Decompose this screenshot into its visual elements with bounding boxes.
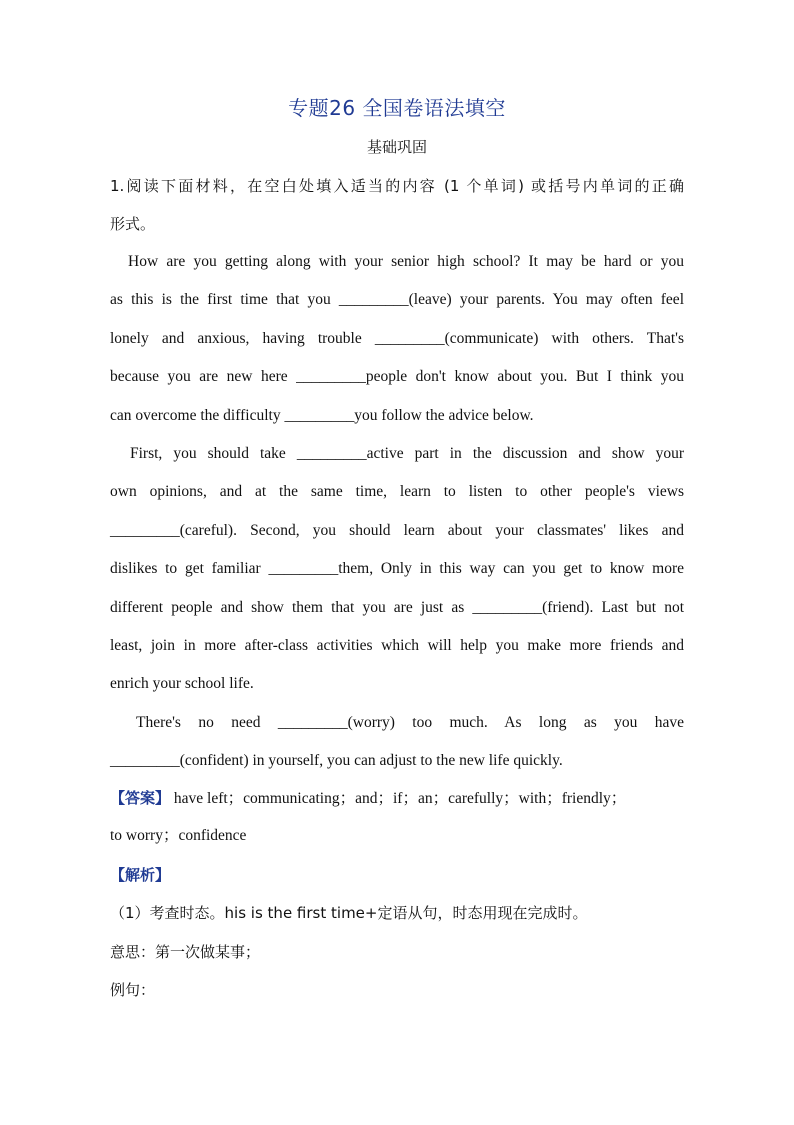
- passage: [110, 243, 684, 780]
- passage-line: enrich your school life.: [110, 675, 254, 693]
- passage-line: lonely and anxious, having trouble _________(communicate) with others. That's: [110, 329, 684, 347]
- passage-line: dislikes to get familiar _________them, Only in this way can you get to know more: [110, 560, 684, 578]
- instruction-line: 1.阅读下面材料，在空白处填入适当的内容 (1 个单词) 或括号内单词的正确: [110, 177, 684, 195]
- answer-line: [110, 779, 684, 817]
- passage-line: First, you should take _________active part in the discussion and show your: [130, 444, 684, 462]
- passage-line: as this is the first time that you _________(leave) your parents. You may often feel: [110, 291, 684, 309]
- section-subtitle: 基础巩固: [366, 138, 427, 156]
- analysis-label: 【解析】: [110, 866, 171, 884]
- answer-label: 【答案】: [110, 789, 171, 807]
- answer-section: [110, 779, 684, 856]
- passage-line: different people and show them that you are just as _________(friend). Last but not: [110, 598, 684, 616]
- passage-line: can overcome the difficulty _________you follow the advice below.: [110, 406, 534, 424]
- answer-line: to worry；confidence: [110, 827, 247, 845]
- answer-text: have left；communicating；and；if；an；carefully；with；friendly；: [173, 790, 627, 807]
- instruction-line: 形式。: [110, 215, 156, 234]
- analysis-example: 例句：: [110, 981, 156, 1000]
- passage-line: least, join in more after-class activities which will help you make more friends and: [110, 636, 684, 654]
- analysis-meaning: 意思：第一次做某事；: [110, 942, 261, 961]
- analysis-section: [110, 856, 684, 1010]
- passage-line: because you are new here _________people don't know about you. But I think you: [110, 368, 684, 386]
- passage-line: _________(confident) in yourself, you can adjust to the new life quickly.: [110, 752, 563, 770]
- passage-line: How are you getting along with your senior high school? It may be hard or you: [128, 253, 684, 270]
- passage-line: _________(careful). Second, you should learn about your classmates' likes and: [110, 521, 684, 539]
- analysis-point: （1）考查时态。his is the first time+定语从句，时态用现在完成时。: [110, 904, 588, 923]
- page-title: 专题26 全国卷语法填空: [288, 96, 506, 120]
- passage-line: There's no need _________(worry) too much. As long as you have: [136, 713, 684, 731]
- question-instruction: [110, 167, 684, 244]
- passage-line: own opinions, and at the same time, learn to listen to other people's views: [110, 483, 684, 501]
